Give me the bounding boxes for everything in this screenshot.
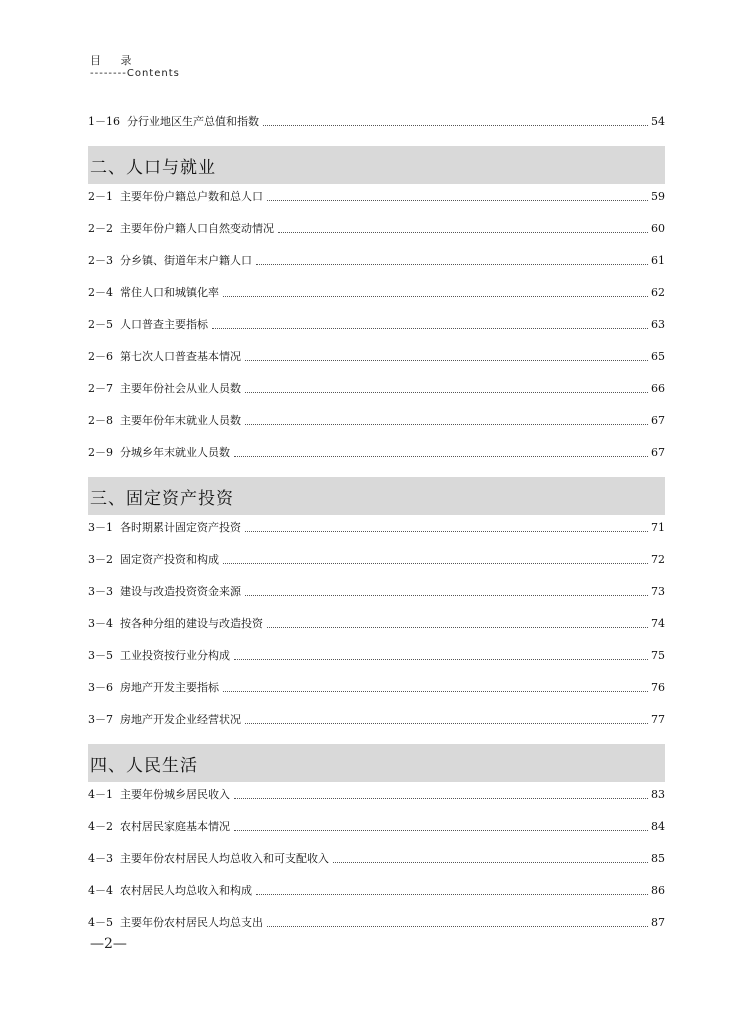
toc-entry-title: 主要年份户籍人口自然变动情况 [120,222,274,235]
toc-entry-title: 分城乡年末就业人员数 [120,446,230,459]
toc-entry[interactable] [88,412,665,428]
dot-leader [267,925,648,927]
toc-entry-title: 房地产开发企业经营状况 [120,713,241,726]
toc-entry[interactable] [88,615,665,631]
toc-entry-number: 4－4 [88,884,113,897]
dot-leader [245,391,648,393]
toc-entry-title: 按各种分组的建设与改造投资 [120,617,263,630]
toc-entry-number: 2－8 [88,414,113,427]
toc-entry[interactable] [88,914,665,930]
toc-entry[interactable] [88,583,665,599]
dot-leader [245,530,648,532]
toc-entry[interactable] [88,284,665,300]
toc-entry-number: 2－5 [88,318,113,331]
toc-entry-number: 2－2 [88,222,113,235]
toc-entry-page: 67 [651,446,665,459]
toc-entry-title: 分行业地区生产总值和指数 [127,115,259,128]
toc-entry[interactable] [88,380,665,396]
toc-entry-number: 4－2 [88,820,113,833]
toc-entry-number: 3－4 [88,617,113,630]
toc-entry-page: 73 [651,585,665,598]
section-heading: 三、固定资产投资 [88,477,665,515]
toc-entry-title: 主要年份城乡居民收入 [120,788,230,801]
toc-entry-number: 3－1 [88,521,113,534]
toc-entry-number: 2－4 [88,286,113,299]
toc-entry-title: 主要年份年末就业人员数 [120,414,241,427]
dot-leader [256,263,648,265]
toc-entry-title: 第七次人口普查基本情况 [120,350,241,363]
dot-leader [223,690,648,692]
toc-entry-page: 66 [651,382,665,395]
dot-leader [245,423,648,425]
toc-entry-page: 54 [651,115,665,128]
toc-entry-number: 4－3 [88,852,113,865]
toc-heading: 目 录 [90,54,140,67]
dot-leader [245,722,648,724]
dot-leader [223,562,648,564]
dot-leader [333,861,648,863]
toc-entry-page: 60 [651,222,665,235]
toc-entry-page: 85 [651,852,665,865]
toc-entry[interactable] [88,519,665,535]
toc-entry-page: 74 [651,617,665,630]
toc-entry[interactable] [88,188,665,204]
toc-entry-title: 常住人口和城镇化率 [120,286,219,299]
toc-entry-number: 3－5 [88,649,113,662]
toc-entry[interactable] [88,647,665,663]
toc-entry-page: 77 [651,713,665,726]
toc-entry-page: 71 [651,521,665,534]
toc-entry[interactable] [88,818,665,834]
dot-leader [267,199,648,201]
toc-entry-number: 4－5 [88,916,113,929]
toc-entry-title: 主要年份农村居民人均总收入和可支配收入 [120,852,329,865]
dot-leader [234,658,648,660]
dot-leader [234,797,648,799]
toc-entry-number: 4－1 [88,788,113,801]
dot-leader [263,124,648,126]
toc-entry[interactable] [88,711,665,727]
toc-entry[interactable] [88,679,665,695]
dot-leader [223,295,648,297]
dot-leader [245,594,648,596]
toc-entry-page: 62 [651,286,665,299]
toc-entry-page: 83 [651,788,665,801]
toc-entry-title: 农村居民人均总收入和构成 [120,884,252,897]
dot-leader [256,893,648,895]
toc-entry-number: 3－7 [88,713,113,726]
toc-entry[interactable] [88,882,665,898]
toc-entry[interactable] [88,444,665,460]
dot-leader [234,829,648,831]
toc-entry-page: 67 [651,414,665,427]
toc-entry-page: 63 [651,318,665,331]
toc-entry-page: 84 [651,820,665,833]
dot-leader [245,359,648,361]
toc-entry-title: 农村居民家庭基本情况 [120,820,230,833]
toc-entry-title: 主要年份农村居民人均总支出 [120,916,263,929]
toc-entry-page: 87 [651,916,665,929]
toc-entry[interactable] [88,252,665,268]
toc-entry-title: 人口普查主要指标 [120,318,208,331]
toc-entry-title: 房地产开发主要指标 [120,681,219,694]
toc-entry-title: 工业投资按行业分构成 [120,649,230,662]
toc-entry[interactable] [88,220,665,236]
toc-entry[interactable] [88,348,665,364]
toc-entry-page: 76 [651,681,665,694]
page-number: —2— [90,936,127,952]
toc-entry-title: 建设与改造投资资金来源 [120,585,241,598]
dot-leader [267,626,648,628]
page-header [90,54,180,80]
toc-entry-page: 72 [651,553,665,566]
toc-entry-number: 2－1 [88,190,113,203]
toc-entry[interactable] [88,850,665,866]
section-heading: 四、人民生活 [88,744,665,782]
toc-entry-page: 65 [651,350,665,363]
toc-entry-number: 2－9 [88,446,113,459]
toc-entry-title: 固定资产投资和构成 [120,553,219,566]
toc-subheading: --------Contents [90,68,180,79]
toc-entry-page: 86 [651,884,665,897]
toc-entry[interactable] [88,786,665,802]
toc-entry-page: 61 [651,254,665,267]
toc-entry[interactable] [88,113,665,129]
toc-entry-title: 主要年份社会从业人员数 [120,382,241,395]
dot-leader [234,455,648,457]
toc-entry-number: 2－3 [88,254,113,267]
dot-leader [278,231,648,233]
toc-entry-page: 75 [651,649,665,662]
dot-leader [212,327,648,329]
toc-entry[interactable] [88,551,665,567]
toc-entry-title: 各时期累计固定资产投资 [120,521,241,534]
toc-entry-number: 3－2 [88,553,113,566]
toc-entry-number: 2－6 [88,350,113,363]
toc-entry-number: 3－3 [88,585,113,598]
section-heading: 二、人口与就业 [88,146,665,184]
toc-entry-number: 1－16 [88,115,120,128]
toc-entry-title: 主要年份户籍总户数和总人口 [120,190,263,203]
toc-entry-number: 2－7 [88,382,113,395]
toc-entry-page: 59 [651,190,665,203]
toc-entry-title: 分乡镇、街道年末户籍人口 [120,254,252,267]
toc-entry-number: 3－6 [88,681,113,694]
toc-entry[interactable] [88,316,665,332]
